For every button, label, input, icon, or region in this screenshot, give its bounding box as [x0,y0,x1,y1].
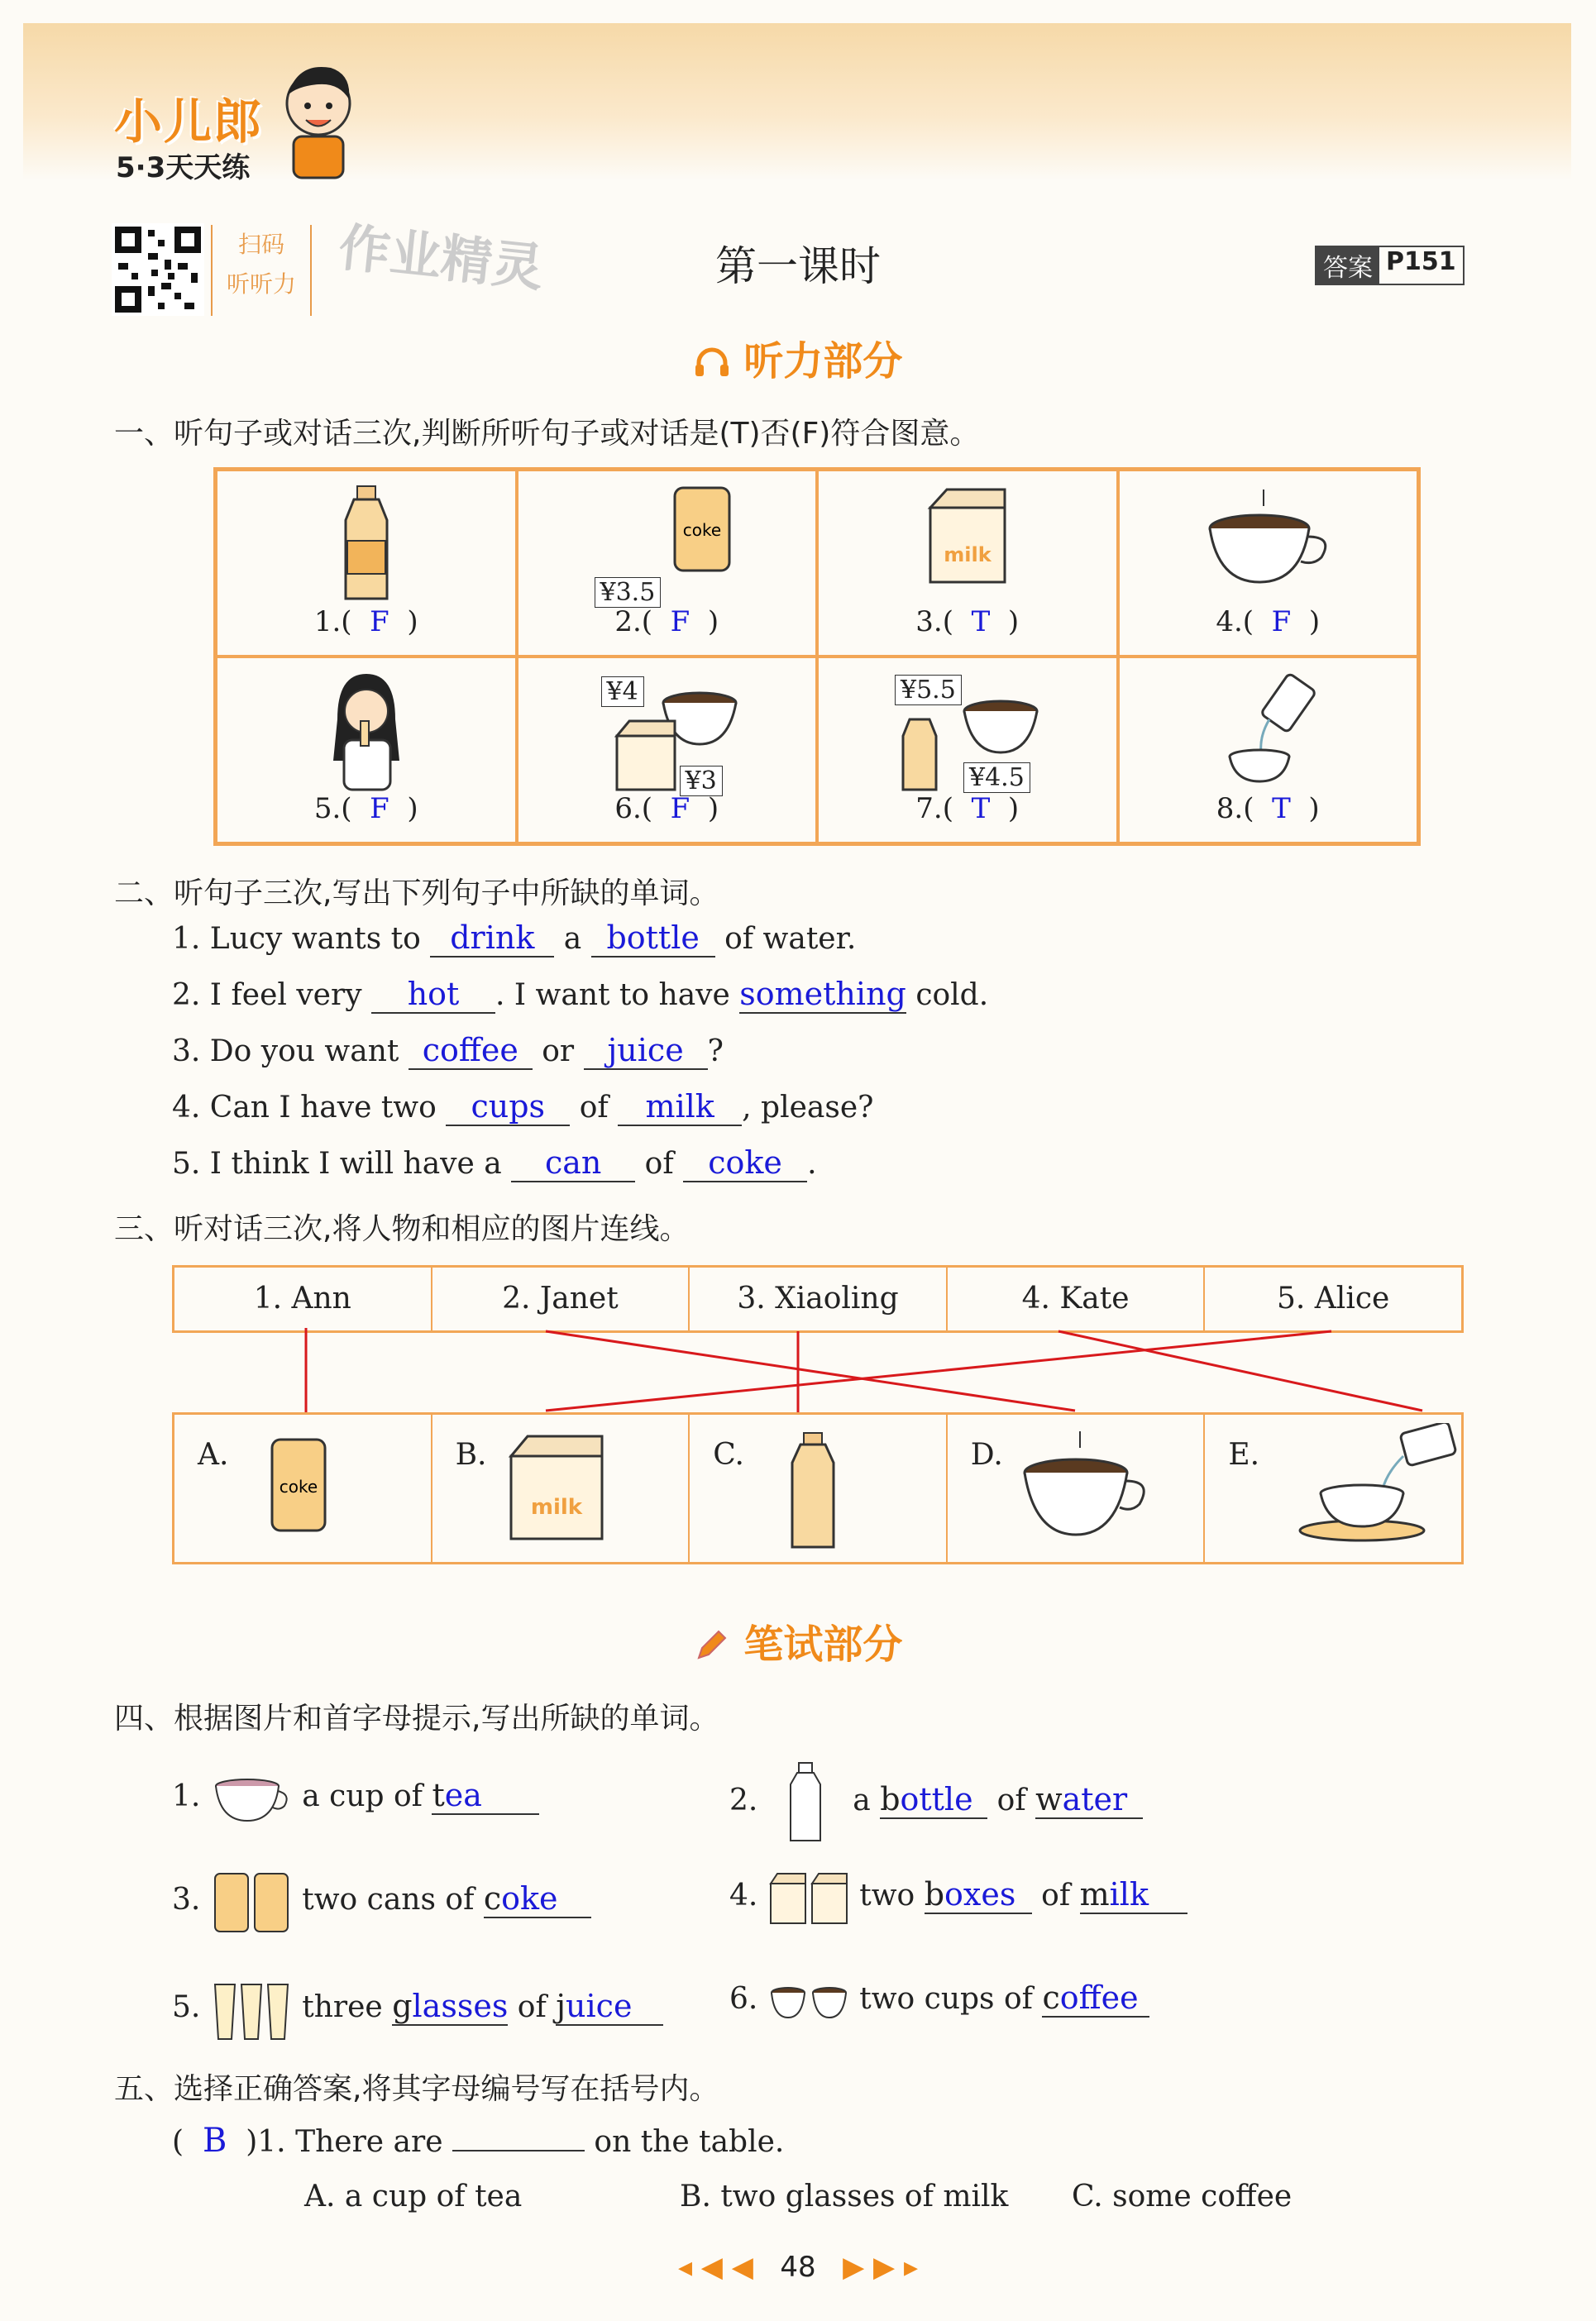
answer-blank[interactable]: coffee [1042,1980,1149,2018]
q4-item: 4. two boxes of milk [729,1869,1187,1927]
picture-cell[interactable]: C. [690,1415,948,1562]
listening-section-title: 听力部分 [0,329,1596,386]
q2-sentence: 3. Do you want coffee or juice ? [172,1032,724,1068]
answer-reference: 答案 P151 [1315,246,1465,285]
scan-to-listen-label: 扫码 听听力 [211,225,312,316]
cans-of-coke-icon [210,1869,293,1935]
answer-blank[interactable]: bottle [880,1781,987,1819]
lesson-title: 第一课时 [715,242,881,290]
q1-item: 5.( F ) [216,657,517,843]
q2-instruction: 二、听句子三次,写出下列句子中所缺的单词。 [114,876,719,910]
glasses-of-juice-icon [210,1976,293,2042]
q4-instruction: 四、根据图片和首字母提示,写出所缺的单词。 [114,1702,719,1736]
q3-picture-row [172,1412,1464,1564]
writing-section-title: 笔试部分 [0,1612,1596,1669]
q5-option[interactable]: B. two glasses of milk [680,2180,1009,2214]
answer-blank[interactable]: coke [484,1880,591,1918]
answer-blank[interactable]: can [511,1144,635,1182]
svg-text:coke: coke [683,520,722,540]
milk-carton-icon [503,1431,610,1547]
coke-can-icon [665,483,739,582]
q5-question: ( B )1. There are on the table. [172,2122,785,2160]
q2-sentence: 2. I feel very hot . I want to have something cold. [172,976,989,1012]
matching-lines [0,1328,1596,1414]
q3-name-row [172,1265,1464,1333]
name-cell[interactable]: 1. Ann [174,1268,432,1330]
brand-subtitle: 5·3天天练 [116,151,251,184]
cups-of-coffee-icon [767,1976,850,2026]
name-cell[interactable]: 4. Kate [948,1268,1206,1330]
q2-sentence: 4. Can I have two cups of milk , please? [172,1088,874,1125]
q5-option[interactable]: C. some coffee [1072,2180,1293,2214]
q5-option[interactable]: A. a cup of tea [304,2180,523,2214]
q2-sentence: 1. Lucy wants to drink a bottle of water. [172,919,857,956]
name-cell[interactable]: 5. Alice [1277,1282,1390,1316]
q5-answer[interactable]: B [202,2122,227,2160]
q1-item: coke ¥3.5 2.( F ) [517,470,818,657]
girl-drinking-icon [321,670,412,794]
q1-item: milk 3.( T ) [817,470,1118,657]
answer-blank[interactable]: coke [683,1144,807,1182]
cup-of-tea-icon [210,1769,293,1827]
q4-item: 6. two cups of coffee [729,1976,1149,2026]
q4-item: 3. two cans of coke [172,1869,591,1935]
svg-text:coke: coke [279,1477,318,1497]
page-footer [0,2251,1596,2284]
coke-can-icon [265,1431,332,1539]
picture-cell[interactable]: D. [948,1415,1206,1562]
answer-blank[interactable]: glasses [392,1988,509,2024]
svg-text:milk: milk [944,543,992,566]
q4-item: 2. a bottle of water [729,1761,1143,1844]
q1-item: ¥4 ¥3 6.( F ) [517,657,818,843]
juice-bottle-icon [329,483,404,607]
q4-item: 5. three glasses of juice [172,1976,663,2042]
svg-text:milk: milk [530,1495,582,1520]
answer-blank[interactable]: juice [584,1032,708,1070]
q1-item: ¥5.5 ¥4.5 7.( T ) [817,657,1118,843]
juice-bottle-icon [781,1431,847,1551]
milk-carton-icon [914,483,1021,590]
q1-item: 4.( F ) [1118,470,1419,657]
headphones-icon [694,345,730,378]
answer-blank[interactable]: bottle [591,919,715,958]
q5-instruction: 五、选择正确答案,将其字母编号写在括号内。 [114,2072,719,2106]
previous-arrows-icon: ◂ ◀ ◀ [677,2251,753,2284]
boxes-of-milk-icon [767,1869,850,1927]
answer-blank[interactable]: milk [1080,1876,1187,1914]
pencil-icon [694,1626,730,1663]
picture-cell[interactable]: E. [1205,1415,1461,1562]
q1-instruction: 一、听句子或对话三次,判断所听句子或对话是(T)否(F)符合图意。 [114,417,980,451]
q3-instruction: 三、听对话三次,将人物和相应的图片连线。 [114,1212,690,1246]
answer-blank[interactable]: water [1035,1781,1143,1819]
answer-blank[interactable] [452,2150,585,2151]
brand-logo: 小儿郎 [114,93,264,150]
answer-blank[interactable]: cups [446,1088,570,1126]
q2-sentence: 5. I think I will have a can of coke . [172,1144,817,1181]
coffee-cup-icon [1197,483,1338,590]
q1-picture-grid [213,467,1421,846]
picture-cell[interactable]: A. coke [174,1415,432,1562]
q1-item: 8.( T ) [1118,657,1419,843]
answer-blank[interactable]: drink [430,919,554,958]
answer-blank[interactable]: juice [556,1988,663,2026]
name-cell[interactable]: 2. Janet [432,1268,690,1330]
next-arrows-icon: ▶ ▶ ▸ [843,2251,919,2284]
q1-item: 1.( F ) [216,470,517,657]
q4-item: 1. a cup of tea [172,1769,539,1827]
watermark: 作业精灵 [336,217,547,298]
name-cell[interactable]: 3. Xiaoling [690,1268,948,1330]
answer-blank[interactable]: coffee [409,1032,533,1070]
answer-blank[interactable]: hot [371,976,495,1014]
pouring-water-icon [1210,670,1326,786]
boy-mascot-icon [273,58,364,182]
pouring-water-icon [1296,1423,1478,1547]
picture-cell[interactable]: B. milk [432,1415,690,1562]
answer-blank[interactable]: boxes [925,1876,1032,1914]
answer-blank[interactable]: tea [432,1777,539,1815]
page-number: 48 [780,2251,816,2284]
milk-and-coffee-icon [584,670,749,794]
water-bottle-icon [781,1761,830,1844]
answer-blank[interactable]: milk [618,1088,742,1126]
coffee-cup-icon [1014,1431,1154,1547]
answer-blank[interactable]: something [739,976,906,1012]
